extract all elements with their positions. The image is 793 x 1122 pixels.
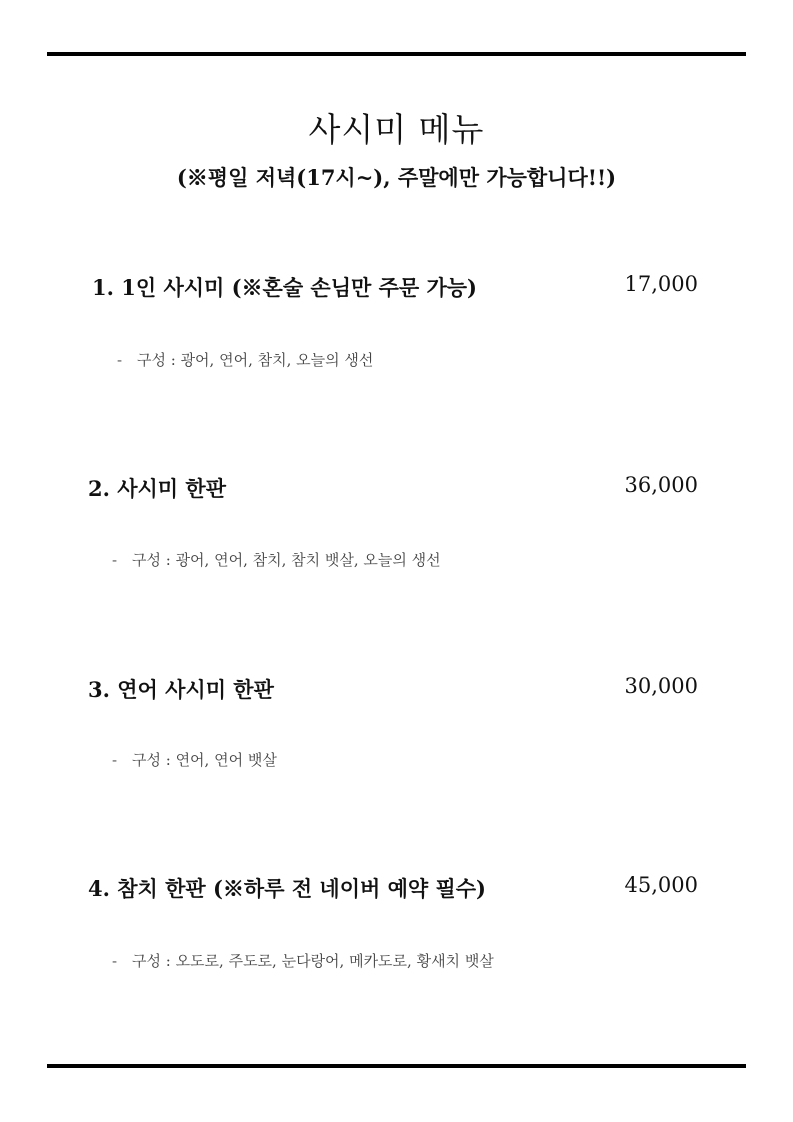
bullet-dash: - [117,351,123,369]
menu-item-name: 3. 연어 사시미 한판 [88,677,274,702]
menu-item-description-text: 구성 : 광어, 연어, 참치, 오늘의 생선 [137,351,374,369]
menu-item-description [117,349,373,370]
menu-item-description [112,749,277,770]
bottom-rule [47,1064,746,1068]
menu-item-price: 36,000 [624,473,698,497]
menu-item-name: 1. 1인 사시미 (※혼술 손님만 주문 가능) [92,275,477,300]
bullet-dash: - [112,551,118,569]
bullet-dash: - [112,751,118,769]
bullet-dash: - [112,952,118,970]
menu-item-price: 30,000 [624,674,698,698]
menu-item-description [112,950,494,971]
page-title: 사시미 메뉴 [308,110,485,149]
menu-item-description [112,549,441,570]
menu-item-description-text: 구성 : 연어, 연어 뱃살 [132,751,277,769]
page-subtitle: (※평일 저녁(17시~), 주말에만 가능합니다!!) [176,165,617,190]
menu-item-price: 45,000 [624,873,698,897]
top-rule [47,52,746,56]
menu-item-description-text: 구성 : 오도로, 주도로, 눈다랑어, 메카도로, 황새치 뱃살 [132,952,494,970]
menu-item-name: 2. 사시미 한판 [88,476,226,501]
menu-item-description-text: 구성 : 광어, 연어, 참치, 참치 뱃살, 오늘의 생선 [132,551,441,569]
menu-item-price: 17,000 [624,272,698,296]
menu-item-name: 4. 참치 한판 (※하루 전 네이버 예약 필수) [88,876,486,901]
